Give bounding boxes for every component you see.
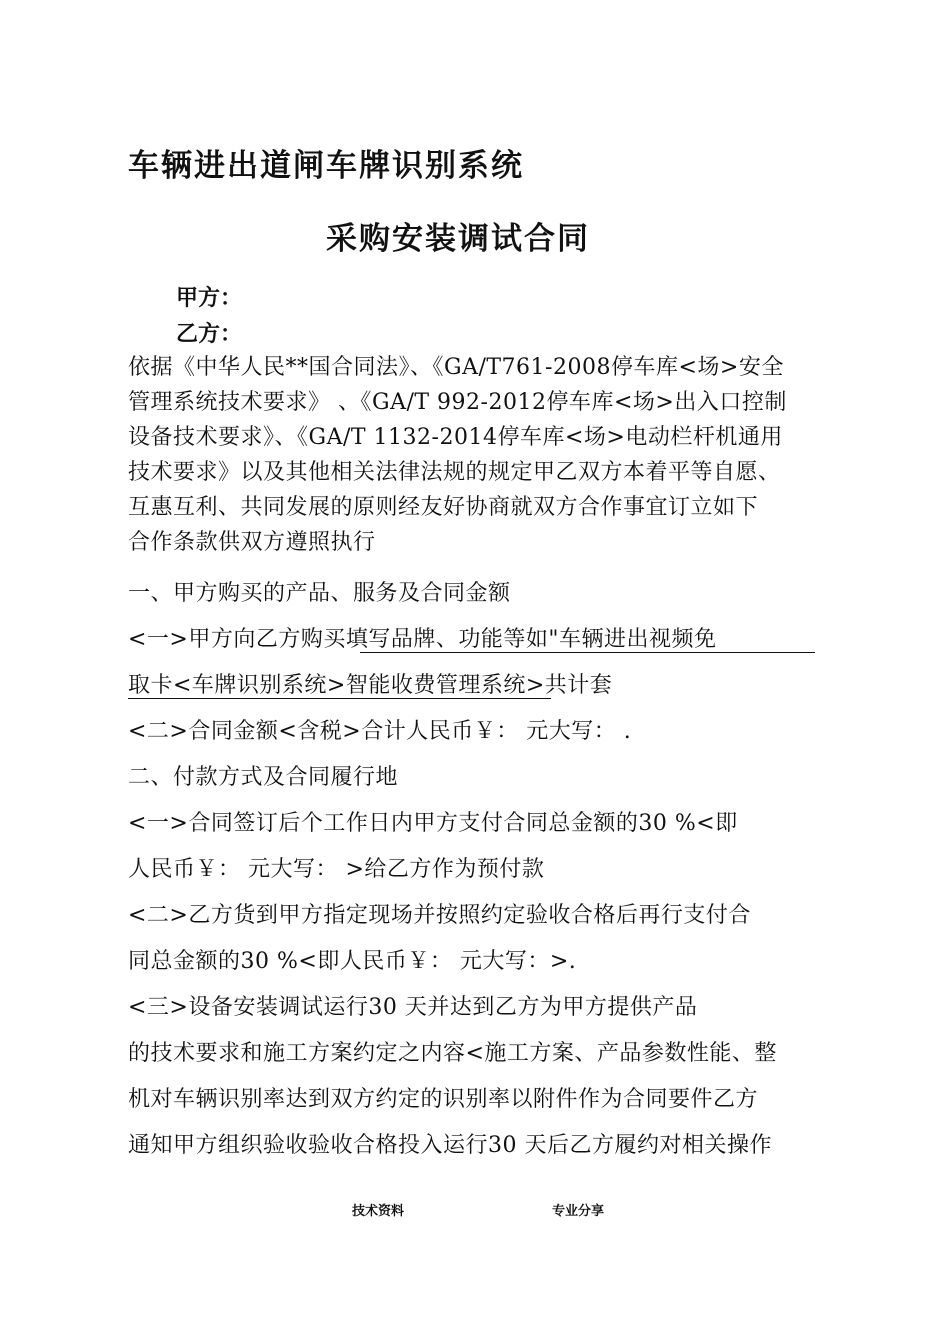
- body-line: 的技术要求和施工方案约定之内容<施工方案、产品参数性能、整: [128, 1041, 777, 1066]
- body-line: 同总金额的30 %<即人民币￥： 元大写：>.: [128, 949, 577, 974]
- section-heading: 二、付款方式及合同履行地: [128, 765, 399, 790]
- footer-right: 专业分享: [552, 1204, 605, 1219]
- body-line: <二>乙方货到甲方指定现场并按照约定验收合格后再行支付合: [128, 903, 751, 928]
- body-line: <二>合同金额<含税>合计人民币￥： 元大写： .: [128, 719, 632, 744]
- body-line: <三>设备安装调试运行30 天并达到乙方为甲方提供产品: [128, 995, 698, 1020]
- footer-left: 技术资料: [352, 1204, 405, 1219]
- body-line: 依据《中华人民**国合同法》、《GA/T761-2008停车库<场>安全: [128, 355, 784, 380]
- document-title-line2: 采购安装调试合同: [326, 221, 590, 257]
- section-heading: 一、甲方购买的产品、服务及合同金额: [128, 581, 511, 606]
- body-line: 互惠互利、共同发展的原则经友好协商就双方合作事宜订立如下: [128, 495, 759, 520]
- body-line: 技术要求》以及其他相关法律法规的规定甲乙双方本着平等自愿、: [128, 460, 781, 485]
- body-line: 取卡<车牌识别系统>智能收费管理系统>共计套: [128, 673, 613, 698]
- body-line: <一>甲方向乙方购买填写品牌、功能等如"车辆进出视频免: [128, 627, 717, 652]
- body-line: 通知甲方组织验收验收合格投入运行30 天后乙方履约对相关操作: [128, 1133, 772, 1158]
- document-title-line1: 车辆进出道闸车牌识别系统: [128, 148, 524, 184]
- body-line: 管理系统技术要求》 、《GA/T 992-2012停车库<场>出入口控制: [128, 390, 787, 415]
- party-b-label: 乙方：: [176, 322, 243, 347]
- party-a-label: 甲方：: [176, 286, 243, 311]
- fill-in-underline: [360, 652, 815, 653]
- body-line: 设备技术要求》、《GA/T 1132-2014停车库<场>电动栏杆机通用: [128, 425, 783, 450]
- body-line: <一>合同签订后个工作日内甲方支付合同总金额的30 %<即: [128, 811, 738, 836]
- fill-in-underline: [128, 698, 551, 699]
- body-line: 合作条款供双方遵照执行: [128, 530, 376, 555]
- body-line: 机对车辆识别率达到双方约定的识别率以附件作为合同要件乙方: [128, 1087, 759, 1112]
- body-line: 人民币￥： 元大写： >给乙方作为预付款: [128, 857, 545, 882]
